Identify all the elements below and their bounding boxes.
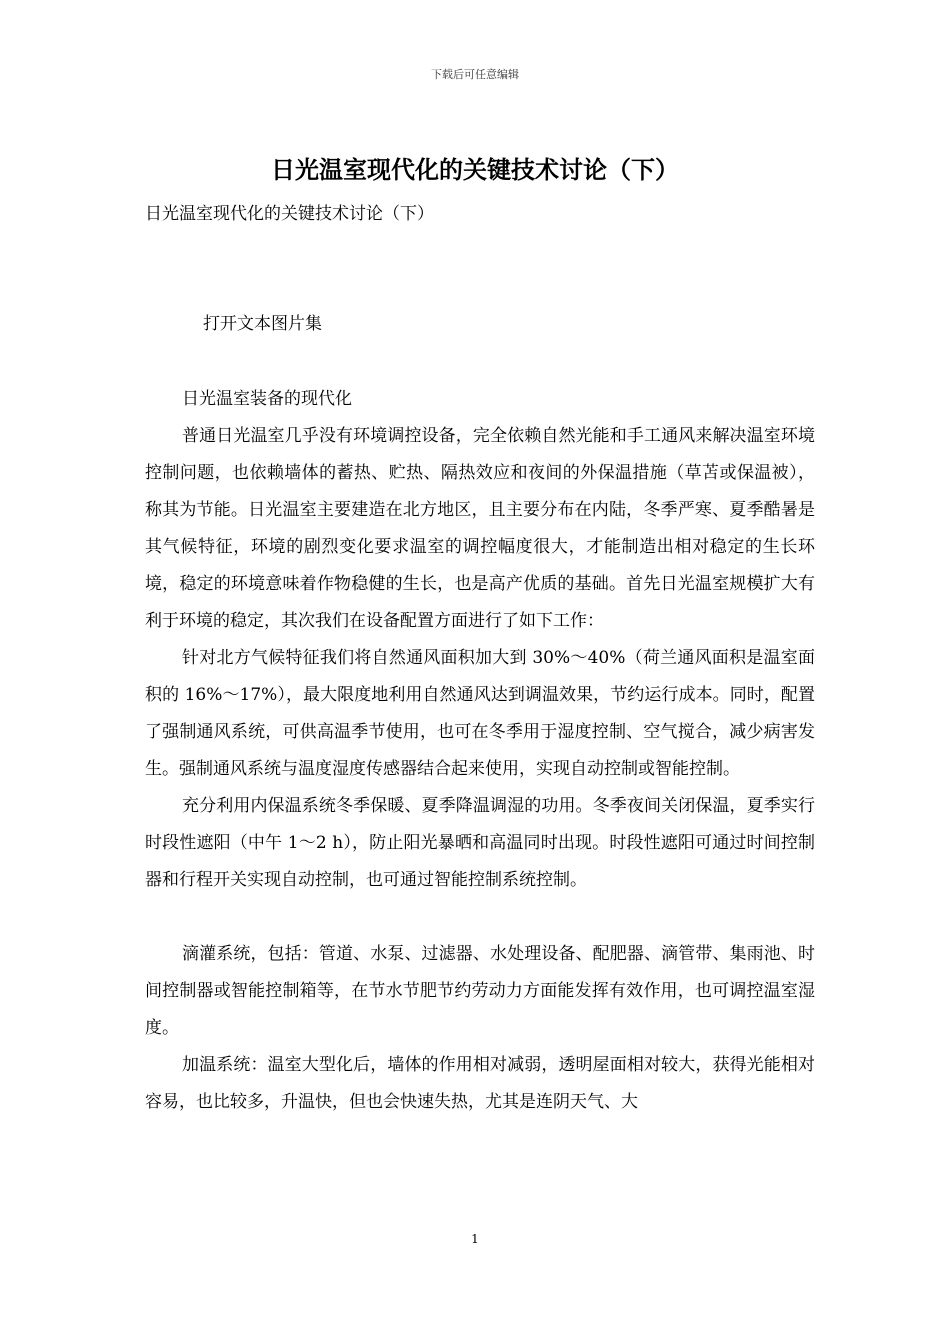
body-text — [145, 418, 815, 1121]
gallery-link[interactable]: 打开文本图片集 — [203, 314, 322, 334]
paragraph-2: 针对北方气候特征我们将自然通风面积加大到 30%～40%（荷兰通风面积是温室面积的 16%～17%），最大限度地利用自然通风达到调温效果，节约运行成本。同时，配置了强制通风系统，可供高温季节使用，也可在冬季用于湿度控制、空气搅合，减少病害发生。强制通风系统与温度湿度传感器结合起来使用，实现自动控制或智能控制。 — [145, 648, 815, 779]
paragraph-spacer — [145, 899, 815, 936]
page-number: 1 — [471, 1232, 479, 1246]
paragraph-4: 滴灌系统，包括：管道、水泵、过滤器、水处理设备、配肥器、滴管带、集雨池、时间控制器或智能控制箱等，在节水节肥节约劳动力方面能发挥有效作用，也可调控温室湿度。 — [145, 944, 815, 1038]
paragraph-5: 加温系统：温室大型化后，墙体的作用相对减弱，透明屋面相对较大，获得光能相对容易，也比较多，升温快，但也会快速失热，尤其是连阴天气、大 — [145, 1055, 815, 1112]
paragraph-1: 普通日光温室几乎没有环境调控设备，完全依赖自然光能和手工通风来解决温室环境控制问题，也依赖墙体的蓄热、贮热、隔热效应和夜间的外保温措施（草苫或保温被），称其为节能。日光温室主要建造在北方地区，且主要分布在内陆，冬季严寒、夏季酷暑是其气候特征，环境的剧烈变化要求温室的调控幅度很大，才能制造出相对稳定的生长环境，稳定的环境意味着作物稳健的生长，也是高产优质的基础。首先日光温室规模扩大有利于环境的稳定，其次我们在设备配置方面进行了如下工作： — [145, 426, 815, 631]
paragraph-3: 充分利用内保温系统冬季保暖、夏季降温调湿的功用。冬季夜间关闭保温，夏季实行时段性遮阳（中午 1～2 h），防止阳光暴晒和高温同时出现。时段性遮阳可通过时间控制器和行程开关实现自动控制，也可通过智能控制系统控制。 — [145, 796, 815, 890]
section-heading: 日光温室装备的现代化 — [182, 389, 352, 409]
document-title: 日光温室现代化的关键技术讨论（下） — [271, 156, 679, 184]
document-subtitle: 日光温室现代化的关键技术讨论（下） — [145, 204, 434, 224]
header-note: 下载后可任意编辑 — [431, 68, 519, 81]
